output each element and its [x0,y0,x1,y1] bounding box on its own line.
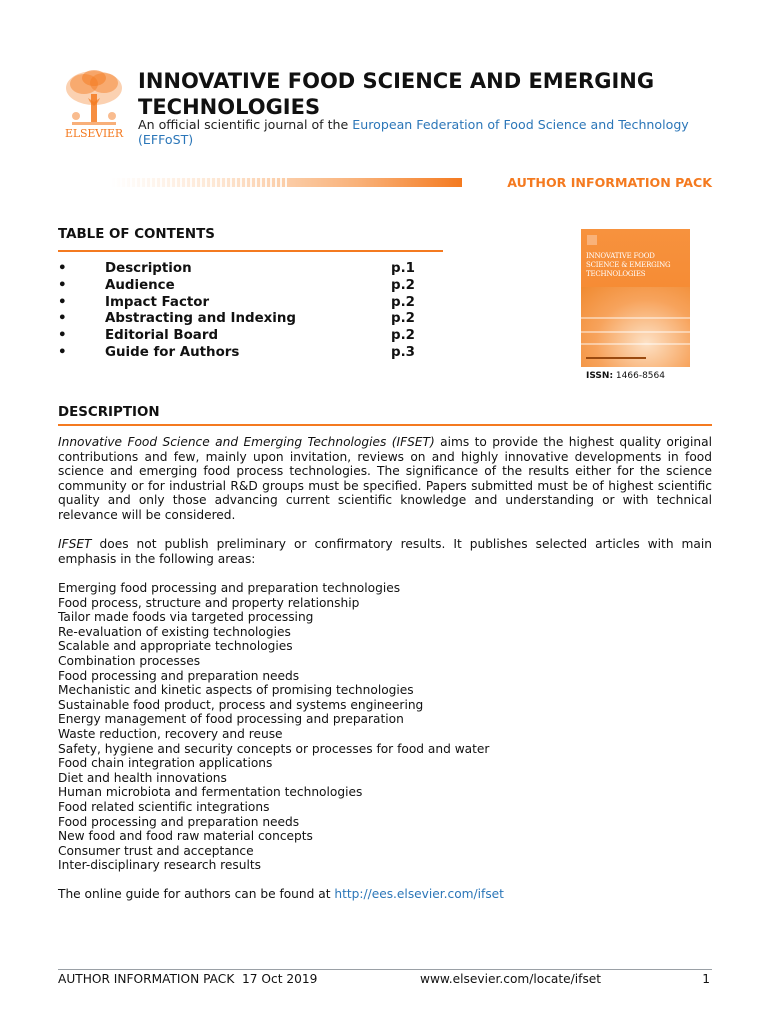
list-item: Scalable and appropriate technologies [58,639,293,654]
elsevier-wordmark: ELSEVIER [65,127,123,140]
bullet-icon: • [58,344,67,360]
tree-icon [58,68,130,128]
cover-strip [586,357,646,359]
emphasis-areas-list [58,581,712,873]
paragraph-text: does not publish preliminary or confirmatory results. It publishes selected articles with main emphasis in the following areas: [58,537,712,566]
cover-wave [581,343,690,345]
footer-divider [58,969,712,970]
author-information-pack-label: AUTHOR INFORMATION PACK [507,175,712,190]
list-item: Re-evaluation of existing technologies [58,624,291,639]
footer-page-number: 1 [702,972,710,986]
description-paragraph-2 [58,537,712,566]
online-guide-link[interactable]: http://ees.elsevier.com/ifset [334,887,504,901]
bullet-icon: • [58,328,67,344]
toc-item-abstracting-indexing[interactable] [58,311,458,328]
issn-line [586,371,696,381]
journal-acronym-italic: IFSET [58,537,92,551]
cover-title: INNOVATIVE FOOD SCIENCE & EMERGING TECHNOLOGIES [586,252,671,278]
footer-pack-date: AUTHOR INFORMATION PACK 17 Oct 2019 [58,972,318,986]
cover-wave [581,331,690,333]
toc-label: Guide for Authors [105,344,240,360]
list-item: Inter-disciplinary research results [58,858,262,873]
elsevier-logo [58,68,130,144]
list-item: Safety, hygiene and security concepts or processes for food and water [58,741,490,756]
paragraph-text: aims to provide the highest quality original contributions and few, mainly upon invitation, reviews on and highly innovative developments in food science and emerging food process technologies. The significance of the results either for the science community or for industrial R&D groups must be specified. Papers submitted must be of highest scientific quality and only those advancing current scientific knowledge and understanding or with technical relevance will be considered. [58,435,712,522]
toc-label: Editorial Board [105,328,219,344]
list-item: Sustainable food product, process and systems engineering [58,697,424,712]
list-item: Human microbiota and fermentation technologies [58,785,363,800]
toc-heading: TABLE OF CONTENTS [58,227,443,252]
list-item: Waste reduction, recovery and reuse [58,726,283,741]
list-item: Food processing and preparation needs [58,814,300,829]
list-item: Food related scientific integrations [58,799,270,814]
footer-journal-url[interactable]: www.elsevier.com/locate/ifset [420,972,602,986]
journal-name-italic: Innovative Food Science and Emerging Technologies (IFSET) [58,435,435,449]
list-item: Food chain integration applications [58,756,273,771]
issn-label: ISSN: [586,371,614,381]
toc-item-description[interactable] [58,261,458,278]
subtitle-prefix: An official scientific journal of the [138,117,353,132]
toc-page: p.1 [391,261,415,276]
toc-item-guide-for-authors[interactable] [58,345,458,362]
toc-item-impact-factor[interactable] [58,295,458,312]
list-item: Food processing and preparation needs [58,668,300,683]
list-item: Combination processes [58,653,201,668]
toc-item-audience[interactable] [58,278,458,295]
list-item: Diet and health innovations [58,770,227,785]
effost-link[interactable]: European Federation of Food Science and Technology (EFFoST) [138,117,689,147]
journal-title: INNOVATIVE FOOD SCIENCE AND EMERGING TECHNOLOGIES [138,69,655,119]
toc-label: Audience [105,277,175,293]
cover-photo [581,287,690,367]
toc-page: p.2 [391,311,415,327]
journal-subtitle [138,117,728,147]
list-item: Food process, structure and property relationship [58,595,360,610]
online-guide-prefix: The online guide for authors can be found at [58,887,335,901]
toc-label: Impact Factor [105,294,210,310]
toc-page: p.2 [391,294,415,310]
toc-item-editorial-board[interactable] [58,328,458,345]
list-item: Mechanistic and kinetic aspects of promising technologies [58,683,414,698]
cover-logo-icon [587,235,597,245]
list-item: Energy management of food processing and preparation [58,712,404,727]
bullet-icon: • [58,294,67,310]
online-guide-sentence [58,887,712,902]
journal-cover-image [581,229,690,367]
cover-wave [581,317,690,319]
bullet-icon: • [58,261,67,276]
header-bar-stripes [110,178,290,187]
bullet-icon: • [58,277,67,293]
page-footer [58,972,712,988]
description-paragraph-1 [58,435,712,523]
toc-page: p.2 [391,277,415,293]
list-item: Consumer trust and acceptance [58,843,254,858]
toc-label: Description [105,261,192,276]
list-item: New food and food raw material concepts [58,829,313,844]
list-item: Emerging food processing and preparation technologies [58,581,401,595]
toc-label: Abstracting and Indexing [105,311,297,327]
issn-value: 1466-8564 [615,371,665,381]
toc-page: p.2 [391,328,415,344]
bullet-icon: • [58,311,67,327]
toc-list [58,261,458,362]
list-item: Tailor made foods via targeted processing [58,610,314,625]
toc-page: p.3 [391,344,415,360]
description-heading: DESCRIPTION [58,405,712,426]
